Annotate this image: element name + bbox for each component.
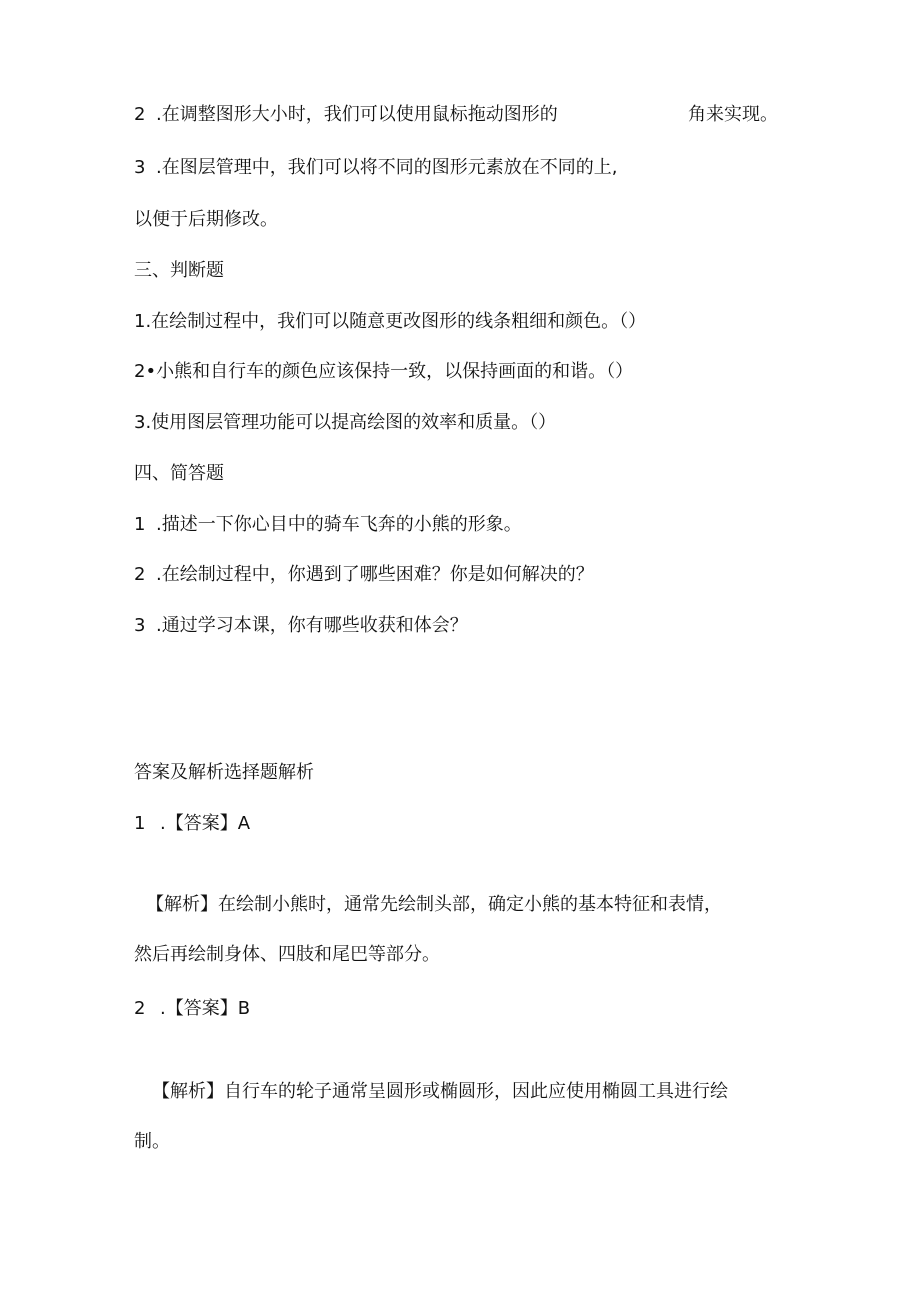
fill-blank-q2 [134, 103, 558, 127]
true-false-item-1: 1.在绘制过程中，我们可以随意更改图形的线条粗细和颜色。（） [134, 311, 647, 332]
section-heading-true-false: 三、判断题 [134, 260, 224, 281]
answer-2-analysis-line-1: 【解析】自行车的轮子通常呈圆形或椭圆形，因此应使用椭圆工具进行绘 [152, 1081, 728, 1102]
short-answer-item-3 [134, 614, 468, 638]
answer-2-label [134, 997, 250, 1021]
answers-heading: 答案及解析选择题解析 [134, 762, 314, 783]
question-number: 2 [134, 104, 146, 125]
answer-2-analysis-line-2: 制。 [134, 1131, 170, 1152]
fill-blank-q3 [134, 156, 617, 180]
question-number: 3 [134, 157, 146, 178]
question-text: .在绘制过程中，你遇到了哪些困难？你是如何解决的？ [156, 564, 594, 585]
question-number: 3 [134, 615, 146, 636]
answer-number: 1 [134, 813, 146, 834]
answer-number: 2 [134, 998, 146, 1019]
answer-1-analysis-line-1: 【解析】在绘制小熊时，通常先绘制头部，确定小熊的基本特征和表情， [146, 894, 722, 915]
answer-text: .【答案】A [160, 813, 251, 834]
question-text: .描述一下你心目中的骑车飞奔的小熊的形象。 [156, 514, 522, 535]
short-answer-item-1 [134, 513, 522, 537]
answer-1-label [134, 812, 250, 836]
short-answer-item-2 [134, 563, 594, 587]
fill-blank-q3-continuation: 以便于后期修改。 [134, 209, 278, 230]
fill-blank-q2-tail: 角来实现。 [688, 104, 778, 125]
question-text: .在调整图形大小时，我们可以使用鼠标拖动图形的 [156, 104, 558, 125]
question-number: 1 [134, 514, 146, 535]
true-false-item-3: 3.使用图层管理功能可以提高绘图的效率和质量。（） [134, 412, 557, 433]
answer-1-analysis-line-2: 然后再绘制身体、四肢和尾巴等部分。 [134, 944, 440, 965]
question-text: .通过学习本课，你有哪些收获和体会？ [156, 615, 468, 636]
question-number: 2 [134, 564, 146, 585]
question-text: .在图层管理中，我们可以将不同的图形元素放在不同的上, [156, 157, 618, 178]
answer-text: .【答案】B [160, 998, 251, 1019]
true-false-item-2: 2•小熊和自行车的颜色应该保持一致，以保持画面的和谐。（） [134, 361, 634, 382]
section-heading-short-answer: 四、简答题 [134, 463, 224, 484]
